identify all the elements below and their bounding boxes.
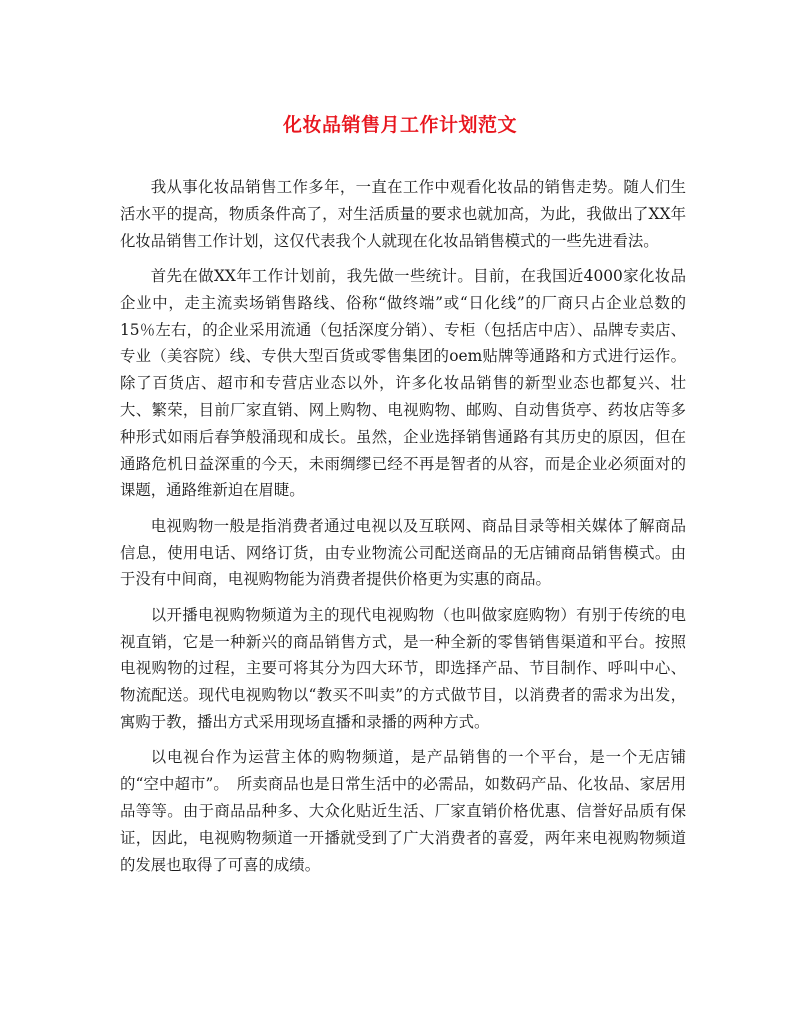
paragraph: 以电视台作为运营主体的购物频道，是产品销售的一个平台，是一个无店铺的“空中超市”。 所卖商品也是日常生活中的必需品，如数码产品、化妆品、家居用品等等。由于商品品种多、大众化贴近生活、厂家直销价格优惠、信誉好品质有保证，因此，电视购物频道一开播就受到了广大消费者的喜爱，两年来电视购物频道的发展也取得了可喜的成绩。 — [120, 748, 686, 874]
document-body — [120, 174, 686, 887]
paragraph: 电视购物一般是指消费者通过电视以及互联网、商品目录等相关媒体了解商品信息，使用电话、网络订货，由专业物流公司配送商品的无店铺商品销售模式。由于没有中间商，电视购物能为消费者提供价格更为实惠的商品。 — [120, 516, 686, 589]
paragraph: 首先在做XX年工作计划前，我先做一些统计。目前，在我国近4000家化妆品企业中，走主流卖场销售路线、俗称“做终端”或“日化线”的厂商只占企业总数的15％左右，的企业采用流通（包括深度分销）、专柜（包括店中店）、品牌专卖店、专业（美容院）线、专供大型百货或零售集团的oem贴牌等通路和方式进行运作。除了百货店、超市和专营店业态以外，许多化妆品销售的新型业态也都复兴、壮大、繁荣，目前厂家直销、网上购物、电视购物、邮购、自动售货亭、药妆店等多种形式如雨后春笋般涌现和成长。虽然，企业选择销售通路有其历史的原因，但在通路危机日益深重的今天，未雨绸缪已经不再是智者的从容，而是企业必须面对的课题，通路维新迫在眉睫。 — [120, 266, 686, 500]
paragraph: 以开播电视购物频道为主的现代电视购物（也叫做家庭购物）有别于传统的电视直销，它是一种新兴的商品销售方式，是一种全新的零售销售渠道和平台。按照电视购物的过程，主要可将其分为四大环节，即选择产品、节目制作、呼叫中心、物流配送。现代电视购物以“教买不叫卖”的方式做节目，以消费者的需求为出发，寓购于教，播出方式采用现场直播和录播的两种方式。 — [120, 605, 686, 731]
document-title: 化妆品销售月工作计划范文 — [282, 114, 517, 136]
paragraph: 我从事化妆品销售工作多年，一直在工作中观看化妆品的销售走势。随人们生活水平的提高，物质条件高了，对生活质量的要求也就加高，为此，我做出了XX年化妆品销售工作计划，这仅代表我个人就现在化妆品销售模式的一些先进看法。 — [120, 178, 686, 250]
